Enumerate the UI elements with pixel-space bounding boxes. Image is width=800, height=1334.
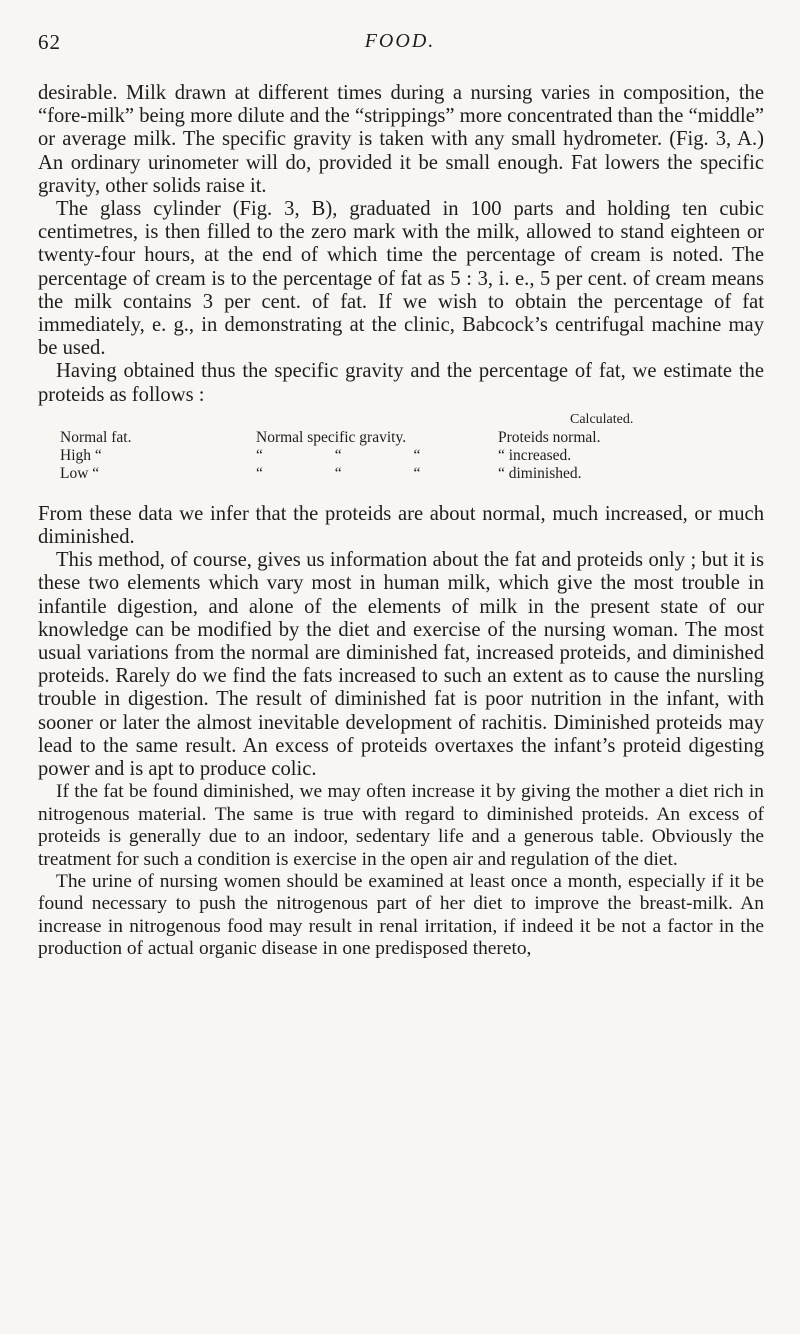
table-cell-fat: Normal fat.	[60, 428, 132, 446]
paragraph: Having obtained thus the specific gravity and the percentage of fat, we estimate the proteids as follows :	[38, 360, 764, 406]
table-cell-fat: High “	[60, 446, 102, 464]
calculated-column-heading: Calculated.	[570, 411, 634, 427]
paragraph: desirable. Milk drawn at different times during a nursing varies in composition, the “fore-milk” being more dilute and the “strippings” more concentrated than the “middle” or average milk. The specific gravity is taken with any small hydrometer. (Fig. 3, A.) An ordinary urinometer will do, provided it be small enough. Fat lowers the specific gravity, other solids raise it.	[38, 82, 764, 197]
paragraph: From these data we infer that the proteids are about normal, much increased, or much diminished.	[38, 502, 764, 549]
table-cell-gravity: “ “ “	[256, 464, 455, 482]
table-cell-proteids: “ diminished.	[498, 464, 582, 482]
paragraph: The urine of nursing women should be examined at least once a month, especially if it be found necessary to push the nitrogenous part of her diet to improve the breast-milk. An increase in nitrogenous food may result in renal irritation, if indeed it be not a factor in the production of actual organic disease in one predisposed thereto,	[38, 870, 764, 960]
proteid-estimate-table	[38, 411, 764, 489]
table-cell-gravity: “ “ “	[256, 446, 455, 464]
table-cell-fat: Low “	[60, 464, 100, 482]
paragraph: The glass cylinder (Fig. 3, B), graduated in 100 parts and holding ten cubic centimetres, is then filled to the zero mark with the milk, allowed to stand eighteen or twenty-four hours, at the end of which time the percentage of cream is noted. The percentage of cream is to the percentage of fat as 5 : 3, i. e., 5 per cent. of cream means the milk contains 3 per cent. of fat. If we wish to obtain the percentage of fat immediately, e. g., in demonstrating at the clinic, Babcock’s centrifugal machine may be used.	[38, 198, 764, 360]
page-header	[38, 30, 762, 60]
paragraph: This method, of course, gives us information about the fat and proteids only ; but it is these two elements which vary most in human milk, which give the most trouble in infantile digestion, and alone of the elements of milk in the present state of our knowledge can be modified by the diet and exercise of the nursing woman. The most usual variations from the normal are diminished fat, increased proteids, and diminished proteids. Rarely do we find the fats increased to such an extent as to cause the nursling trouble in digestion. The result of diminished fat is poor nutrition in the infant, with sooner or later the almost inevitable development of rachitis. Diminished proteids may lead to the same result. An excess of proteids overtaxes the infant’s proteid digesting power and is apt to produce colic.	[38, 549, 764, 781]
body-text	[38, 82, 764, 961]
table-cell-proteids: Proteids normal.	[498, 428, 601, 446]
table-cell-proteids: “ increased.	[498, 446, 572, 464]
page-number: 62	[38, 30, 61, 54]
running-title: FOOD.	[364, 30, 436, 52]
paragraph: If the fat be found diminished, we may often increase it by giving the mother a diet rich in nitrogenous material. The same is true with regard to diminished proteids. An excess of proteids is generally due to an indoor, sedentary life and a generous table. Obviously the treatment for such a condition is exercise in the open air and regulation of the diet.	[38, 781, 764, 870]
table-cell-gravity: Normal specific gravity.	[256, 428, 407, 446]
